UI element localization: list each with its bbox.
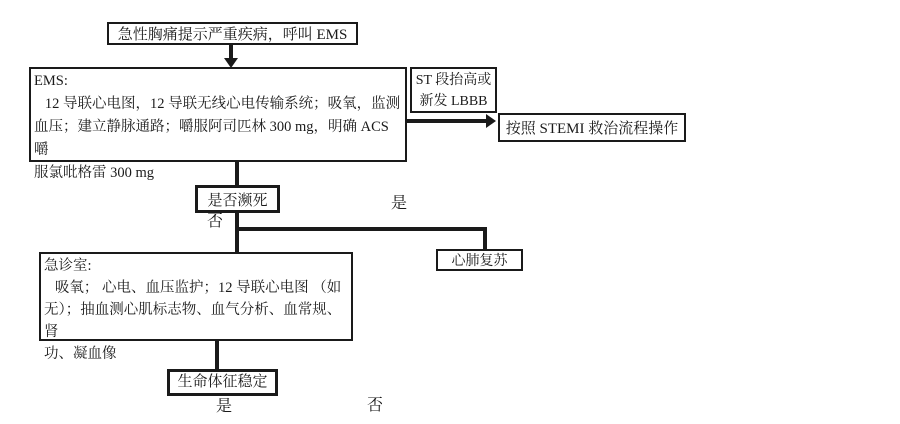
node-decision-vitals-label: 生命体征稳定 <box>177 374 268 390</box>
connector-er-to-vitals <box>215 341 219 369</box>
edge-label-yes: 是 <box>216 398 233 415</box>
node-decision-dying <box>195 185 280 213</box>
node-cpr-label: 心肺复苏 <box>451 254 508 269</box>
connector-ems-to-stemi <box>407 119 488 123</box>
edge-label-yes: 是 <box>391 195 408 212</box>
connector-ems-to-dying <box>235 162 239 185</box>
node-decision-dying-label: 是否濒死 <box>207 192 268 209</box>
node-st-elevation-condition: ST 段抬高或 新发 LBBB <box>410 67 497 113</box>
connector-branch-to-cpr <box>483 227 487 249</box>
edge-label-no: 否 <box>207 213 224 230</box>
arrow-right-icon <box>486 114 496 128</box>
node-start-acute-chest-pain <box>107 22 358 45</box>
connector-dying-branch <box>235 227 487 231</box>
node-stemi-pathway <box>498 113 686 142</box>
connector-dying-to-er <box>235 213 239 252</box>
edge-label-no: 否 <box>367 397 384 414</box>
node-start-label: 急性胸痛提示严重疾病，呼叫 EMS <box>117 27 348 43</box>
node-decision-vitals-stable <box>167 369 278 396</box>
node-emergency-room-care: 急诊室: 吸氧； 心电、血压监护；12 导联心电图 （如 无）；抽血测心肌标志物、血气分析、血常规、肾 功、凝血像 <box>39 252 353 341</box>
node-cpr <box>436 249 523 271</box>
node-stemi-label: 按照 STEMI 救治流程操作 <box>505 121 679 137</box>
node-ems-prehospital-care: EMS: 12 导联心电图，12 导联无线心电传输系统；吸氧，监测 血压；建立静脉通路；嚼服阿司匹林 300 mg，明确 ACS 嚼 服氯吡格雷 300 mg <box>29 67 407 162</box>
